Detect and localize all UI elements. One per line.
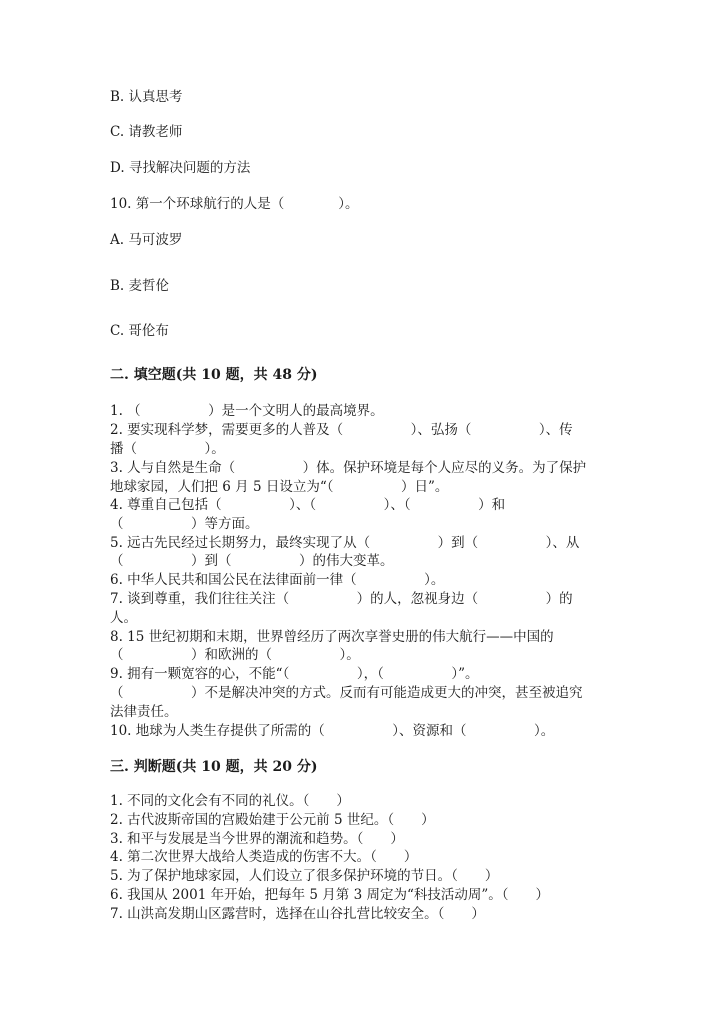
question-line: 3. 和平与发展是当今世界的潮流和趋势。（ ） [110, 831, 404, 847]
question-line: 地球家园，人们把 6 月 5 日设立为“（ ）日”。 [110, 479, 449, 495]
question-line: 7. 山洪高发期山区露营时，选择在山谷扎营比较安全。（ ） [110, 906, 485, 922]
question-line: 10. 第一个环球航行的人是（ ）。 [110, 196, 359, 212]
question-line: （ ）不是解决冲突的方式。反而有可能造成更大的冲突，甚至被追究 [110, 685, 583, 701]
question-line: 2. 古代波斯帝国的宫殿始建于公元前 5 世纪。（ ） [110, 812, 435, 828]
section-title: 三. 判断题(共 10 题，共 20 分) [110, 759, 318, 775]
question-line: 1. 不同的文化会有不同的礼仪。（ ） [110, 793, 350, 809]
option-line: D. 寻找解决问题的方法 [110, 160, 251, 176]
question-line: 1. （ ）是一个文明人的最高境界。 [110, 403, 384, 419]
question-line: （ ）等方面。 [110, 516, 259, 532]
question-line: （ ）和欧洲的（ ）。 [110, 647, 360, 663]
question-line: 4. 第二次世界大战给人类造成的伤害不大。（ ） [110, 849, 418, 865]
question-line: 2. 要实现科学梦，需要更多的人普及（ ）、弘扬（ ）、传 [110, 422, 573, 438]
question-line: 9. 拥有一颗宽容的心，不能“（ ），（ ）”。 [110, 666, 479, 682]
question-line: 6. 中华人民共和国公民在法律面前一律（ ）。 [110, 572, 445, 588]
question-line: 法律责任。 [110, 704, 178, 720]
option-line: C. 请教老师 [110, 124, 183, 140]
option-line: B. 认真思考 [110, 89, 183, 105]
question-line: 人。 [110, 610, 137, 626]
option-line: A. 马可波罗 [110, 232, 183, 248]
question-line: 5. 远古先民经过长期努力，最终实现了从（ ）到（ ）、从 [110, 535, 580, 551]
question-line: 5. 为了保护地球家园，人们设立了很多保护环境的节日。（ ） [110, 868, 499, 884]
question-line: 10. 地球为人类生存提供了所需的（ ）、资源和（ ）。 [110, 723, 555, 739]
question-line: 播（ ）。 [110, 441, 225, 457]
option-line: C. 哥伦布 [110, 323, 169, 339]
question-line: 8. 15 世纪初期和末期，世界曾经历了两次享誉史册的伟大航行——中国的 [110, 629, 554, 645]
section-title: 二. 填空题(共 10 题，共 48 分) [110, 367, 318, 383]
option-line: B. 麦哲伦 [110, 278, 170, 294]
question-line: 6. 我国从 2001 年开始，把每年 5 月第 3 周定为“科技活动周”。（ ） [110, 887, 550, 903]
question-line: （ ）到（ ）的伟大变革。 [110, 553, 394, 569]
question-line: 7. 谈到尊重，我们往往关注（ ）的人，忽视身边（ ）的 [110, 591, 573, 607]
question-line: 3. 人与自然是生命（ ）体。保护环境是每个人应尽的义务。为了保护 [110, 460, 587, 476]
question-line: 4. 尊重自己包括（ ）、（ ）、（ ）和 [110, 497, 506, 513]
